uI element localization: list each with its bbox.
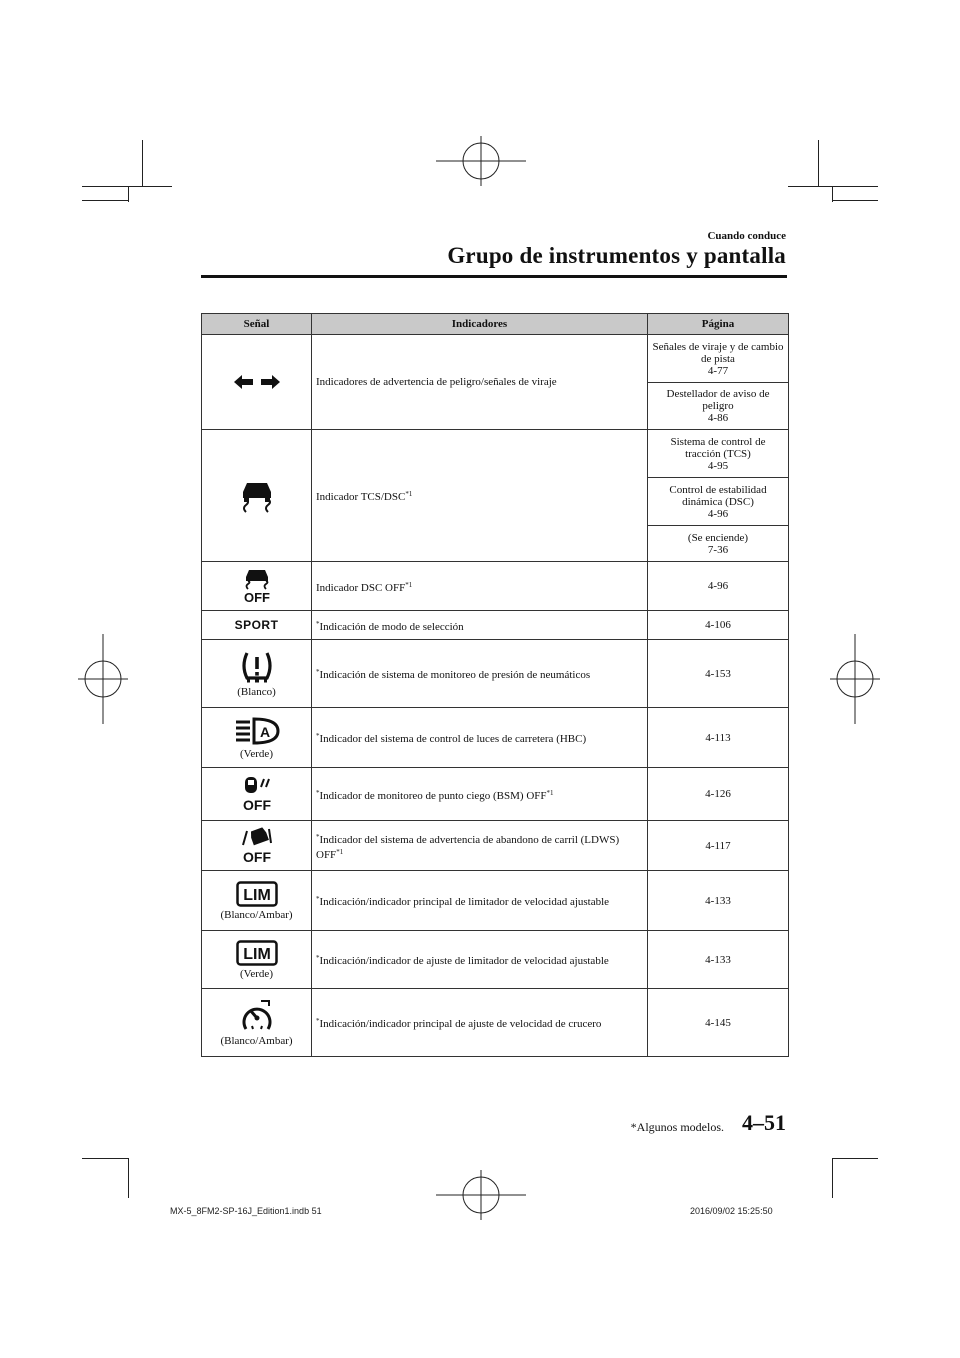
svg-text:LIM: LIM [242,886,271,904]
svg-text:OFF: OFF [242,848,271,865]
crop-mark [832,1158,878,1159]
dsc-off-icon [236,568,278,604]
header-page: Página [648,314,789,335]
indicator-text: Indicador del sistema de advertencia de abandono de carril (LDWS) OFF [316,833,620,861]
page-cell: 4-133 [648,871,789,931]
footnote-mark: *1 [546,788,554,797]
crop-mark [82,200,128,201]
page-ref: 4-77 [707,364,729,377]
table-row [202,708,789,768]
hbc-icon [234,716,280,746]
cruise-icon [239,999,275,1033]
turn-arrows-icon [233,374,281,390]
signal-cell [202,821,312,871]
indicator-cell [312,611,648,640]
section-label: Cuando conduce [707,230,786,242]
page-topic: Señales de viraje y de cambio de pista [652,340,784,365]
page-ref: 4-96 [707,507,729,520]
table-row [202,768,789,821]
registration-mark-icon [78,634,128,724]
indicator-text: Indicador DSC OFF [316,581,406,594]
header-indicators: Indicadores [312,314,648,335]
optional-mark: * [316,1017,320,1025]
color-note: (Blanco/Ambar) [220,908,293,921]
indicator-cell [312,708,648,768]
page-cell: 4-126 [648,768,789,821]
optional-mark: * [316,619,320,628]
indicator-cell: Indicadores de advertencia de peligro/señales de viraje [312,335,648,430]
signal-cell [202,708,312,768]
page-ref: 4-86 [707,412,729,424]
crop-mark [128,1158,129,1198]
indicator-cell [312,640,648,708]
crop-mark [788,186,878,187]
indicator-cell [312,931,648,989]
tcs-dsc-icon [239,479,275,513]
footnote-mark: *1 [405,490,413,498]
indicator-cell [312,821,648,871]
page-title: Grupo de instrumentos y pantalla [447,243,786,268]
signal-cell [202,931,312,989]
optional-mark: * [316,954,320,962]
registration-mark-icon [436,1170,526,1220]
page-cell [648,526,789,562]
table-row [202,989,789,1057]
indicator-text: Indicación/indicador principal de limitador de velocidad ajustable [319,896,610,908]
indicator-cell [312,430,648,562]
footnote-mark: *1 [336,847,344,856]
optional-mark: * [316,832,320,841]
table-header-row [202,314,789,335]
registration-mark-icon [436,136,526,186]
optional-mark: * [316,668,320,676]
optional-mark: * [316,788,320,797]
page-topic: (Se enciende) [687,531,749,544]
optional-mark: * [316,895,320,903]
indicator-cell [312,989,648,1057]
svg-text:OFF: OFF [243,590,270,604]
indicator-text: Indicación/indicador principal de ajuste de velocidad de crucero [319,1018,602,1030]
signal-cell [202,871,312,931]
lim-icon [236,881,278,907]
table-row [202,335,789,383]
svg-text:LIM: LIM [242,945,271,963]
page-ref: 4-95 [707,459,729,472]
page-ref: 7-36 [707,543,729,556]
color-note: (Verde) [240,967,273,980]
signal-cell [202,430,312,562]
crop-mark [82,186,172,187]
indicator-text: Indicador del sistema de control de luces de carretera (HBC) [319,733,587,745]
page-topic: Control de estabilidad dinámica (DSC) [669,483,767,508]
indicators-table [201,313,789,1057]
signal-cell [202,989,312,1057]
print-date: 2016/09/02 15:25:50 [690,1206,773,1216]
page-cell: 4-106 [648,611,789,640]
lim-icon [236,940,278,966]
color-note: (Blanco/Ambar) [220,1034,293,1047]
page-cell [648,383,789,430]
page-cell: 4-145 [648,989,789,1057]
sport-icon: SPORT [234,618,279,632]
table-row [202,821,789,871]
table-row [202,430,789,478]
bsm-off-icon [235,775,279,813]
crop-mark [142,140,143,186]
color-note: (Blanco) [237,685,276,698]
crop-mark [832,1158,833,1198]
signal-cell [202,768,312,821]
page-cell [648,335,789,383]
title-rule [201,275,787,278]
svg-text:OFF: OFF [242,797,271,813]
table-row [202,611,789,640]
table-row [202,931,789,989]
signal-cell [202,335,312,430]
page-number: 4–51 [742,1110,786,1135]
page-cell: 4-133 [648,931,789,989]
signal-cell [202,562,312,611]
registration-mark-icon [830,634,880,724]
page-cell [648,478,789,526]
indicator-text: Indicación/indicador de ajuste de limitador de velocidad ajustable [319,955,609,967]
page-cell: 4-117 [648,821,789,871]
page-cell [648,430,789,478]
crop-mark [818,140,819,186]
indicator-text: Indicador TCS/DSC [316,491,406,503]
crop-mark [832,200,878,201]
crop-mark [128,186,129,202]
indicator-text: Indicación de modo de selección [319,620,464,633]
color-note: (Verde) [240,747,273,760]
page-cell: 4-153 [648,640,789,708]
page-cell: 4-113 [648,708,789,768]
page-cell: 4-96 [648,562,789,611]
indicator-text: Indicación de sistema de monitoreo de presión de neumáticos [319,669,591,681]
header-signal: Señal [202,314,312,335]
page-topic: Sistema de control de tracción (TCS) [670,435,766,460]
table-row [202,562,789,611]
print-file-info: MX-5_8FM2-SP-16J_Edition1.indb 51 [170,1206,322,1216]
footnote-mark: *1 [405,580,413,589]
indicator-cell [312,562,648,611]
tpms-icon [237,650,277,684]
crop-mark [82,1158,128,1159]
footnote: *Algunos modelos. [630,1120,724,1134]
signal-cell [202,640,312,708]
ldws-off-icon [239,827,275,865]
indicator-text: Indicador de monitoreo de punto ciego (BSM) OFF [319,789,547,802]
table-row [202,871,789,931]
svg-text:A: A [259,723,270,740]
page-topic: Destellador de aviso de peligro [666,388,770,412]
indicator-cell [312,871,648,931]
optional-mark: * [316,732,320,740]
indicator-cell [312,768,648,821]
table-row [202,640,789,708]
signal-cell [202,611,312,640]
